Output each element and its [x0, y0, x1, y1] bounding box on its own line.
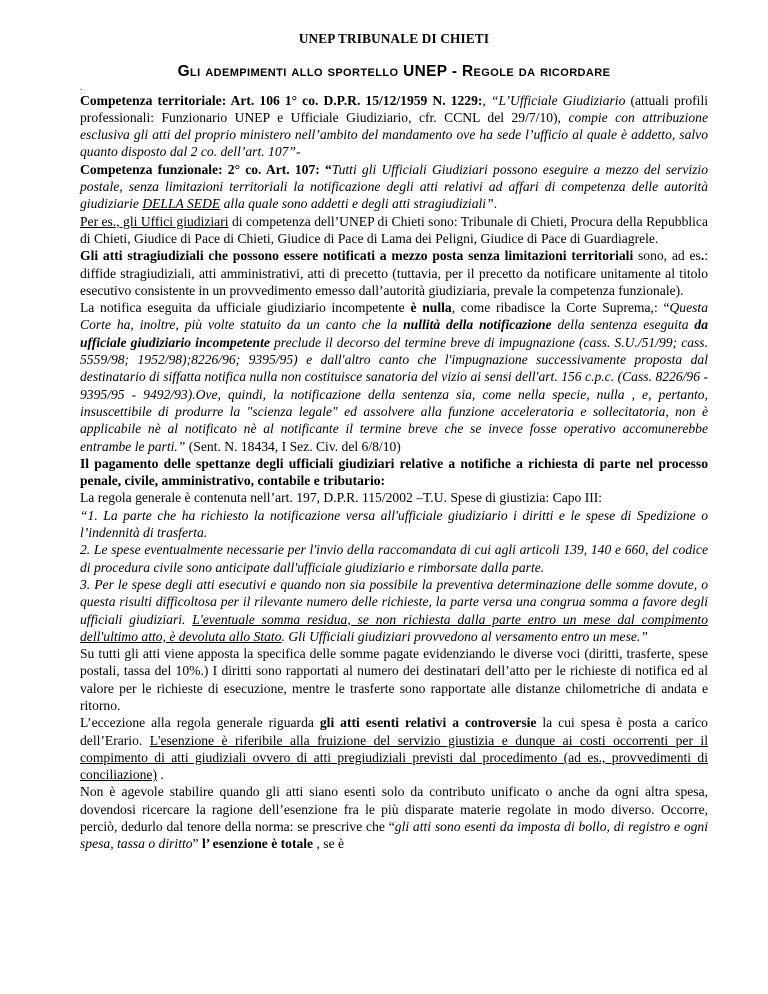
italic-text: della sentenza eseguita — [551, 317, 695, 333]
italic-text: gli atti sono esenti da imposta di bollo, di registro e ogni spesa, tassa o diritto — [80, 819, 708, 852]
text: sono, ad es — [633, 248, 701, 264]
italic-underlined-text — [142, 196, 220, 211]
italic-text: “L’Ufficiale Giudiziario — [490, 92, 626, 108]
italic-text: . Gli Ufficiali giudiziari provvedono al versamento entro un mese.” — [281, 628, 648, 644]
italic-text: Tutti gli Ufficiali Giudiziari possono eseguire a mezzo del servizio postale, senza limitazioni territoriali la notificazione degli atti relativi ad affari di competenza delle autorità giudiziarie — [80, 161, 709, 212]
paragraph-nullity — [80, 299, 708, 455]
text: Non è agevole stabilire quando gli atti siano esenti solo da contributo unificato o anche da ogni altra spesa, dovendosi ricercare la ragione dell’esenzione fra le più disparate materie regolate in modo diverso. Occorre, perciò, dedurlo dal tenore della norma: se prescrive che “ — [80, 784, 708, 835]
text: , se è — [313, 836, 345, 852]
paragraph-rule-3 — [80, 576, 708, 645]
bold-text: è nulla — [410, 300, 452, 316]
text: La notifica eseguita da ufficiale giudiziario incompetente — [80, 300, 411, 316]
text: - — [296, 144, 301, 160]
paragraph-rule-1 — [80, 507, 708, 542]
stray-dot: . — [80, 81, 83, 92]
underlined-text: Per es., gli Uffici giudiziari — [80, 213, 229, 229]
paragraph-exception — [80, 714, 708, 783]
text: , come ribadisce la Corte Suprema,: “ — [451, 300, 670, 316]
paragraph-rule-2 — [80, 541, 708, 576]
text: la cui spesa è posta a carico dell’Erario. — [80, 715, 708, 748]
bold-text: . — [700, 248, 705, 264]
italic-text: 3. Per le spese degli atti esecutivi e quando non sia possibile la preventiva determinazione delle somme dovute, o questa risulti difficoltosa per il rilevante numero delle richieste, la parte versa una congrua somma a favore degli ufficiali giudiziari. — [80, 576, 708, 627]
underlined-text: DELLA SEDE — [142, 196, 221, 212]
paragraph-exemption — [80, 783, 708, 852]
text: , — [482, 92, 491, 108]
paragraph-territorial-competence — [80, 92, 708, 161]
document-title: Gli adempimenti allo sportello UNEP - Regole da ricordare — [177, 63, 611, 81]
text: La regola generale è contenuta nell’art. 197, D.P.R. 115/2002 –T.U. Spese di giustizia: Capo III: — [80, 490, 603, 506]
italic-text: “1. La parte che ha richiesto la notificazione versa all'ufficiale giudiziario i diritti e le spese di Spedizione o l’indennità di trasferta. — [80, 507, 708, 541]
bold-text: l’ esenzione è totale — [201, 836, 314, 852]
bold-text: gli atti esenti relativi a controversie — [319, 715, 537, 731]
paragraph-payment-heading — [80, 455, 708, 490]
italic-text: 2. Le spese eventualmente necessarie per l'invio della raccomandata di cui agli articoli 139, 140 e 660, del codice di procedura civile sono anticipate dall'ufficiale giudiziario e rimborsate dalla parte. — [80, 542, 708, 575]
text: . — [157, 767, 164, 783]
italic-text: compie con attribuzione esclusiva gli atti del proprio ministero nell’ambito del mandamento ove ha sede l’ufficio al quale è addetto, salvo quanto disposto dal 2 co. dell’art. 107” — [80, 109, 708, 160]
text: (Sent. N. 18434, I Sez. Civ. del 6/8/10) — [185, 438, 401, 454]
text: : diffide stragiudiziali, atti amministrativi, atti di precetto (tuttavia, per il precetto da notificare unitamente al titolo esecutivo consistente in un provvedimento emesso dall’autorità giudiziaria, prevale la competenza funzionale). — [80, 248, 708, 298]
italic-text: preclude il decorso del termine breve di impugnazione (cass. S.U./51/99; cass. 5559/98; 1952/98);8226/96; 9395/95) e dall'altro canto che l'impugnazione successivamente proposta dal destinatario di siffatta notifica nulla non costituisce sanatoria del vizio ai sensi dell'art. 156 c.p.c. (Cass. 8226/96 - 9395/95 - 9492/93).Ove, quindi, la notificazione della sentenza sia, come nella specie, nulla , e, pertanto, insuscettibile di produrre la "scienza legale" ed assolvere alla funzione acceleratoria e sollecitatoria, non è applicabile nè al notificato nè al notificante il termine breve che se invece fosse operativo accomunerebbe entrambe le parti.” — [80, 334, 708, 454]
paragraph-extrajudicial-acts — [80, 247, 708, 299]
bold-text: Competenza funzionale: 2° co. Art. 107: “ — [80, 161, 332, 177]
italic-text: da ufficiale giudiziario incompetente — [80, 317, 708, 350]
paragraph-specification — [80, 645, 708, 714]
text: . — [493, 196, 498, 212]
italic-text: alla quale sono addetti e degli atti stragiudiziali” — [220, 196, 494, 212]
bold-italic-text — [403, 317, 551, 332]
italic-text: nullità della notificazione — [403, 317, 552, 333]
paragraph-functional-competence — [80, 161, 708, 213]
text: ” — [192, 836, 202, 852]
office-header: UNEP TRIBUNALE DI CHIETI — [298, 31, 490, 46]
paragraph-general-rule — [80, 489, 708, 506]
bold-text: Il pagamento delle spettanze degli ufficiali giudiziari relative a notifiche a richiesta di parte nel processo penale, civile, amministrativo, contabile e tributario: — [80, 455, 708, 489]
bold-text: Competenza territoriale: Art. 106 1° co. D.P.R. 15/12/1959 N. 1229: — [80, 92, 483, 108]
underlined-text: L'eventuale somma residua, se non richiesta dalla parte entro un mese dal compimento dell'ultimo atto, è devoluta allo Stato — [80, 611, 709, 644]
underlined-text: L'esenzione è riferibile alla fruizione del servizio giustizia e dunque ai costi occorrenti per il compimento di atti giudiziali ovvero di atti pregiudiziali previsti dal procedimento (ad es., provvedimenti di conciliazione) — [80, 732, 708, 783]
bold-text: Gli atti stragiudiziali che possono essere notificati a mezzo posta senza limitazioni territoriali — [80, 248, 634, 264]
text: (attuali profili professionali: Funzionario UNEP e Ufficiale Giudiziario, cfr. CCNL del 29/7/10), — [80, 92, 708, 125]
text: di competenza dell’UNEP di Chieti sono: Tribunale di Chieti, Procura della Repubblica di Chieti, Giudice di Pace di Chieti, Giudice di Pace di Lama dei Peligni, Giudice di Pace di Guardiagrele. — [80, 213, 708, 246]
text: L’eccezione alla regola generale riguarda — [80, 715, 320, 731]
paragraph-offices-example — [80, 213, 708, 248]
italic-text: Questa Corte ha, inoltre, più volte statuito da un canto che la — [80, 300, 708, 333]
text: Su tutti gli atti viene apposta la specifica delle somme pagate evidenziando le diverse voci (diritti, trasferte, spese postali, tassa del 10%.) I diritti sono rapportati al numero dei destinatari dell’atto per le richieste di notifica ed al valore per le richieste di esecuzione, mentre le trasferte sono rapportate alle distanze chilometriche di andata e ritorno. — [80, 646, 708, 713]
